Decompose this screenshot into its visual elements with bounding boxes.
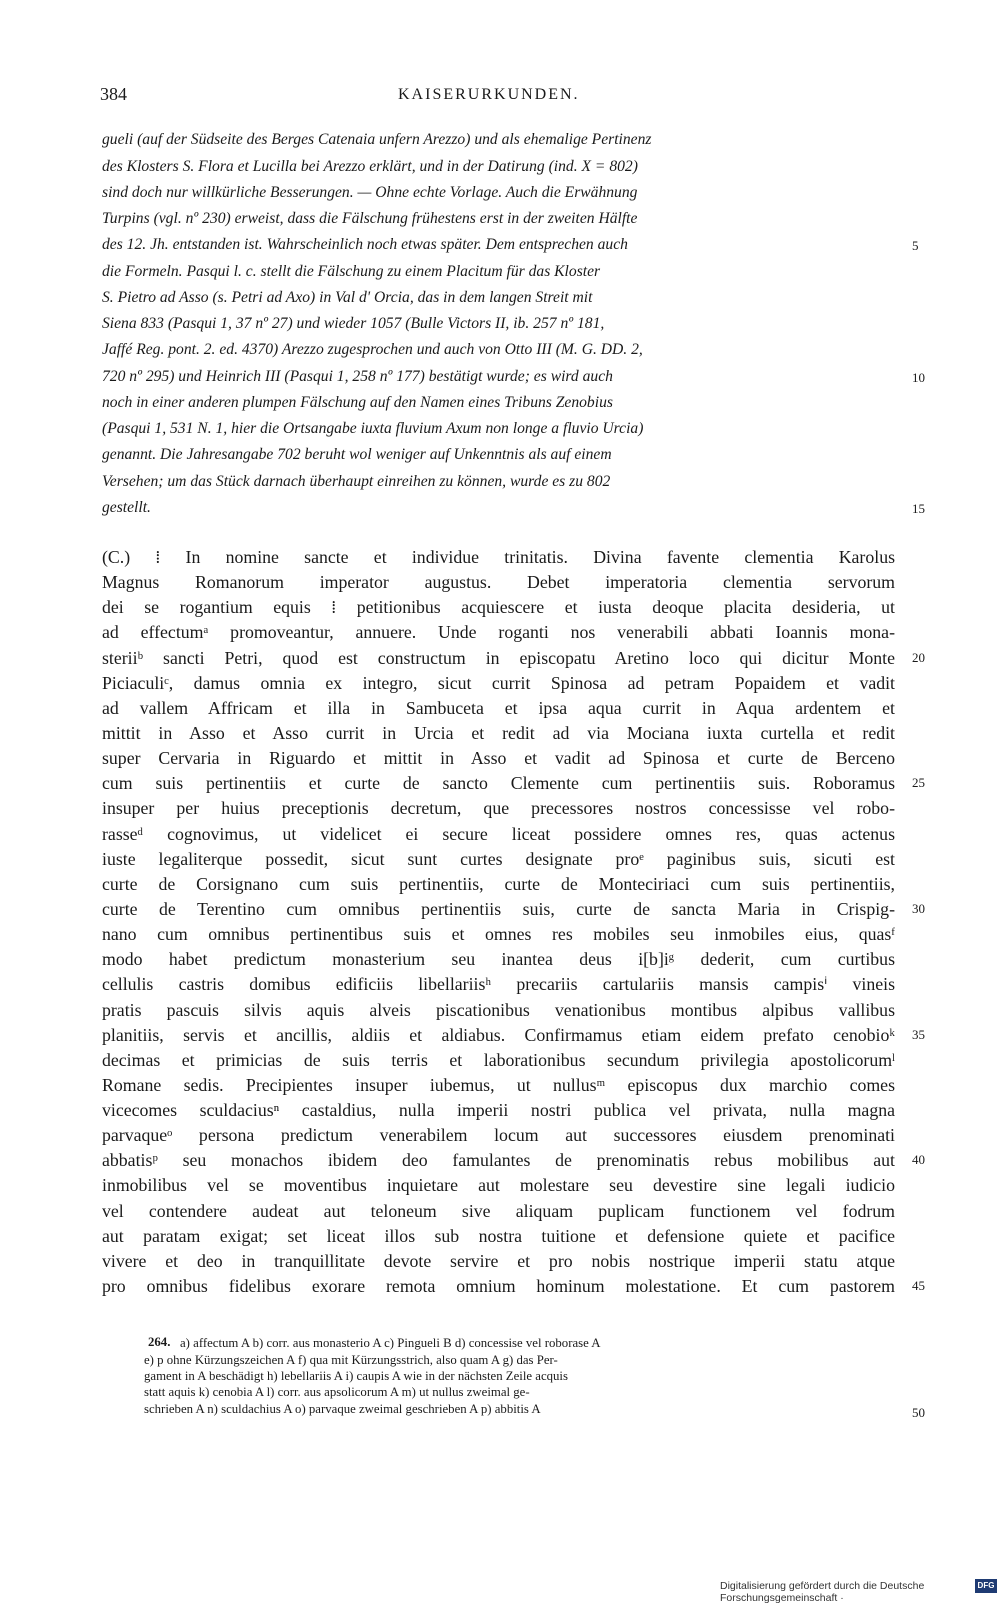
charter-line: ad effectumᵃ promoveantur, annuere. Unde roganti nos venerabili abbati Ioannis mona- — [102, 622, 895, 642]
footnote-document-number: 264. — [148, 1335, 171, 1349]
charter-line: nano cum omnibus pertinentibus suis et omnes res mobiles seu inmobiles eius, quasᶠ — [102, 924, 895, 944]
charter-line: planitiis, servis et ancillis, aldiis et aldiabus. Confirmamus etiam eidem prefato cenobioᵏ — [102, 1025, 895, 1045]
line-number: 50 — [912, 1405, 925, 1420]
commentary-line: Turpins (vgl. nº 230) erweist, dass die Fälschung frühestens erst in der zweiten Hälfte — [102, 210, 638, 227]
commentary-line: 720 nº 295) und Heinrich III (Pasqui 1, 258 nº 177) bestätigt wurde; es wird auch — [102, 368, 613, 385]
charter-line: curte de Corsignano cum suis pertinentiis, curte de Monteciriaci cum suis pertinentiis, — [102, 874, 895, 894]
charter-line: iuste legaliterque possedit, sicut sunt curtes designate proᵉ paginibus suis, sicuti est — [102, 849, 895, 869]
charter-line: cellulis castris domibus edificiis libellariisʰ precariis cartulariis mansis campisⁱ vineis — [102, 974, 895, 994]
charter-line: Piciaculiᶜ, damus omnia ex integro, sicut currit Spinosa ad petram Popaidem et vadit — [102, 673, 895, 693]
charter-line: vivere et deo in tranquillitate devote servire et pro nobis nostrique imperii statu atque — [102, 1251, 895, 1271]
charter-line: Romane sedis. Precipientes insuper iubemus, ut nullusᵐ episcopus dux marchio comes — [102, 1075, 895, 1095]
charter-line: Magnus Romanorum imperator augustus. Debet imperatoria clementia servorum — [102, 572, 895, 592]
charter-line: aut paratam exigat; set liceat illos sub nostra tuitione et defensione quiete et pacifice — [102, 1226, 895, 1246]
commentary-line: die Formeln. Pasqui l. c. stellt die Fälschung zu einem Placitum für das Kloster — [102, 263, 601, 280]
charter-line: ad vallem Affricam et illa in Sambuceta et ipsa aqua currit in Aqua ardentem et — [102, 698, 895, 718]
line-number: 5 — [912, 238, 919, 253]
charter-line: parvaqueᵒ persona predictum venerabilem locum aut successores eiusdem prenominati — [102, 1125, 895, 1145]
charter-line: abbatisᵖ seu monachos ibidem deo famulantes de prenominatis rebus mobilibus aut — [102, 1150, 895, 1170]
commentary-line: Jaffé Reg. pont. 2. ed. 4370) Arezzo zugesprochen und auch von Otto III (M. G. DD. 2, — [102, 341, 643, 358]
running-title: KAISERURKUNDEN. — [398, 86, 580, 103]
charter-line: super Cervaria in Riguardo et mittit in Asso et vadit ad Spinosa et curte de Berceno — [102, 748, 895, 768]
charter-line: vicecomes sculdaciusⁿ castaldius, nulla imperii nostri publica vel privata, nulla magna — [102, 1100, 895, 1120]
charter-line: decimas et primicias de suis terris et laborationibus secundum privilegia apostolicorumˡ — [102, 1050, 895, 1070]
charter-line: cum suis pertinentiis et curte de sancto Clemente cum pertinentiis suis. Roboramus — [102, 773, 895, 793]
charter-line: modo habet predictum monasterium seu inantea deus i[b]iᵍ dederit, cum curtibus — [102, 949, 895, 969]
line-number: 40 — [912, 1152, 925, 1167]
charter-line: inmobilibus vel se moventibus inquietare aut molestare seu devestire sine legali iudicio — [102, 1175, 895, 1195]
charter-line: rasseᵈ cognovimus, ut videlicet ei secure liceat possidere omnes res, quas actenus — [102, 824, 895, 844]
dfg-logo[interactable]: DFG — [975, 1579, 997, 1593]
commentary-line: Siena 833 (Pasqui 1, 37 nº 27) und wieder 1057 (Bulle Victors II, ib. 257 nº 181, — [102, 315, 605, 332]
charter-line: vel contendere audeat aut teloneum sive aliquam puplicam functionem vel fodrum — [102, 1201, 895, 1221]
line-number: 25 — [912, 775, 925, 790]
footnote-line: gament in A beschädigt h) lebellariis A i) caupis A wie in der nächsten Zeile acquis — [144, 1369, 568, 1383]
charter-line: mittit in Asso et Asso currit in Urcia et redit ad via Mociana iuxta curtella et redit — [102, 723, 895, 743]
commentary-line: (Pasqui 1, 531 N. 1, hier die Ortsangabe iuxta fluvium Axum non longe a fluvio Urcia) — [102, 420, 644, 437]
page-number: 384 — [100, 84, 127, 104]
charter-line: pratis pascuis silvis aquis alveis piscationibus venationibus montibus alpibus vallibus — [102, 1000, 895, 1020]
commentary-line: genannt. Die Jahresangabe 702 beruht wol weniger auf Unkenntnis als auf einem — [102, 446, 612, 463]
digitization-credit: Digitalisierung gefördert durch die Deutsche Forschungsgemeinschaft · — [720, 1580, 925, 1604]
commentary-line: S. Pietro ad Asso (s. Petri ad Axo) in Val d' Orcia, das in dem langen Streit mit — [102, 289, 593, 306]
charter-line: (C.) ⁞ In nomine sancte et individue trinitatis. Divina favente clementia Karolus — [102, 547, 895, 567]
line-number: 45 — [912, 1278, 925, 1293]
charter-line: curte de Terentino cum omnibus pertinentiis suis, curte de sancta Maria in Crispig- — [102, 899, 895, 919]
footnote-line: a) affectum A b) corr. aus monasterio A c) Pingueli B d) concessise vel roborase A — [180, 1336, 601, 1350]
commentary-line: des Klosters S. Flora et Lucilla bei Arezzo erklärt, und in der Datirung (ind. X = 802) — [102, 158, 638, 175]
charter-line: dei se rogantium equis ⁞ petitionibus acquiescere et iusta deoque placita desideria, ut — [102, 597, 895, 617]
charter-line: insuper per huius preceptionis decretum, que precessores nostros concessisse vel robo- — [102, 798, 895, 818]
commentary-line: noch in einer anderen plumpen Fälschung auf den Namen eines Tribuns Zenobius — [102, 394, 613, 411]
commentary-line: sind doch nur willkürliche Besserungen. — Ohne echte Vorlage. Auch die Erwähnung — [102, 184, 638, 201]
charter-line: steriiᵇ sancti Petri, quod est constructum in episcopatu Aretino loco qui dicitur Monte — [102, 648, 895, 668]
footnote-line: statt aquis k) cenobia A l) corr. aus apsolicorum A m) ut nullus zweimal ge- — [144, 1385, 530, 1399]
charter-line: pro omnibus fidelibus exorare remota omnium hominum molestatione. Et cum pastorem — [102, 1276, 895, 1296]
line-number: 15 — [912, 501, 925, 516]
footnote-line: e) p ohne Kürzungszeichen A f) qua mit Kürzungsstrich, also quam A g) das Per- — [144, 1353, 558, 1367]
line-number: 30 — [912, 901, 925, 916]
line-number: 10 — [912, 370, 925, 385]
commentary-line: gueli (auf der Südseite des Berges Catenaia unfern Arezzo) und als ehemalige Pertinenz — [102, 131, 652, 148]
line-number: 20 — [912, 650, 925, 665]
footnote-line: schrieben A n) sculdachius A o) parvaque zweimal geschrieben A p) abbitis A — [144, 1402, 541, 1416]
line-number: 35 — [912, 1027, 925, 1042]
commentary-line: des 12. Jh. entstanden ist. Wahrscheinlich noch etwas später. Dem entsprechen auch — [102, 236, 628, 253]
commentary-line: gestellt. — [102, 499, 151, 516]
commentary-line: Versehen; um das Stück darnach überhaupt einreihen zu können, wurde es zu 802 — [102, 473, 611, 490]
